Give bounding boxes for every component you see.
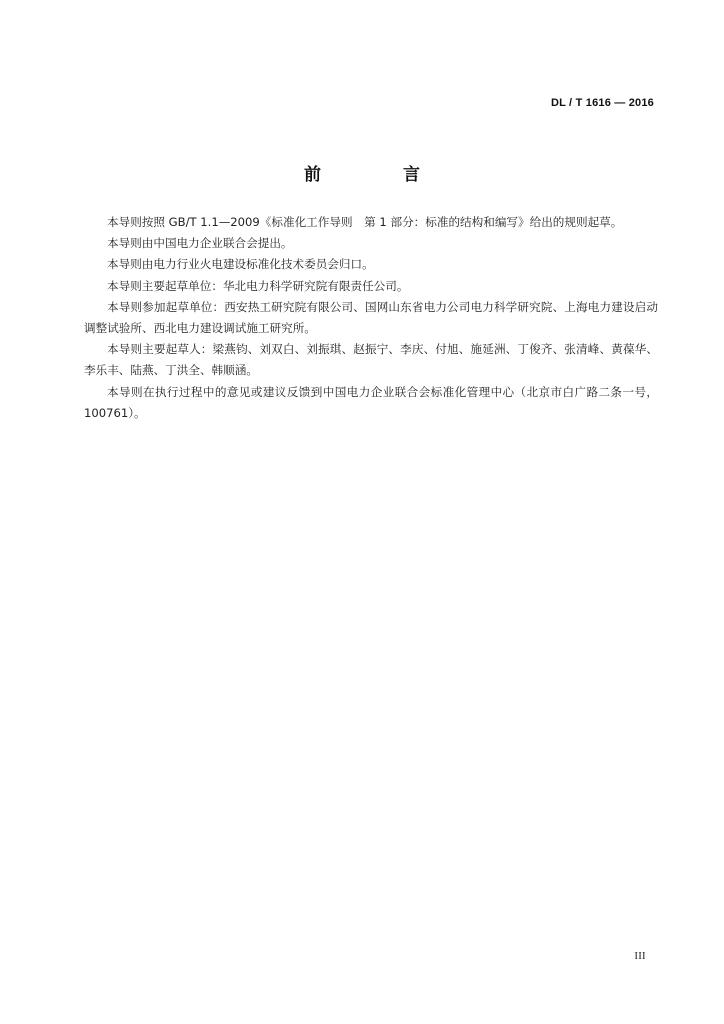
paragraph-main-drafting-unit: 本导则主要起草单位：华北电力科学研究院有限责任公司。 bbox=[107, 278, 409, 293]
paragraph-administrator: 本导则由电力行业火电建设标准化技术委员会归口。 bbox=[107, 257, 374, 272]
paragraph-main-drafters: 本导则主要起草人：梁燕钧、刘双白、刘振琪、赵振宁、李庆、付旭、施延洲、丁俊齐、张清峰、黄葆华、李乐丰、陆燕、丁洪全、韩顺涵。 bbox=[84, 342, 658, 378]
paragraph-feedback: 本导则在执行过程中的意见或建议反馈到中国电力企业联合会标准化管理中心（北京市白广路二条一号，100761）。 bbox=[84, 384, 658, 420]
document-code: DL / T 1616 — 2016 bbox=[550, 97, 654, 109]
paragraph-proposer: 本导则由中国电力企业联合会提出。 bbox=[107, 236, 293, 251]
paragraph-participating-units: 本导则参加起草单位：西安热工研究院有限公司、国网山东省电力公司电力科学研究院、上海电力建设启动调整试验所、西北电力建设调试施工研究所。 bbox=[84, 299, 658, 336]
page-title: 前 言 bbox=[304, 165, 458, 185]
foreword-body bbox=[84, 212, 658, 424]
paragraph-drafting-rules: 本导则按照 GB/T 1.1—2009《标准化工作导则 第 1 部分：标准的结构和编写》给出的规则起草。 bbox=[107, 215, 623, 229]
page-number: III bbox=[634, 951, 646, 962]
